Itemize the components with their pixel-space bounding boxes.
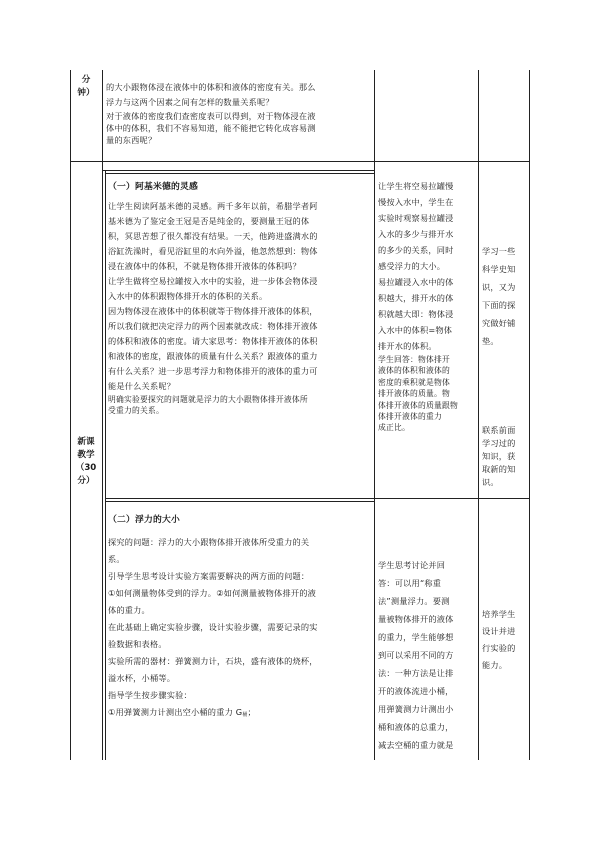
text-line: 体中的体积，我们不容易知道，能不能把它转化成容易测 — [106, 123, 316, 133]
text-line: 取新的知 — [482, 464, 516, 474]
text-line: 法”测量浮力。要测 — [378, 596, 450, 606]
text-line: 有什么关系？进一步思考浮力和物体排开的液体的重力可 — [108, 366, 318, 376]
text-line: 识，又为 — [482, 282, 516, 292]
section-heading: （一）阿基米德的灵感 — [108, 182, 198, 192]
text-line: 的多少的关系，同时 — [378, 245, 454, 255]
col-border-4 — [529, 70, 530, 760]
text-line: 行实验的 — [482, 643, 516, 653]
text-line: 垫。 — [482, 336, 499, 346]
text-line: 因为物体浸在液体中的体积就等于物体排开液体的体积， — [108, 306, 318, 316]
text-line: 系。 — [108, 554, 125, 564]
text-line — [108, 704, 373, 724]
text-line: 溢水杯，小桶等。 — [108, 673, 176, 683]
text-line: 引导学生思考设计实验方案需要解决的两方面的问题： — [108, 571, 310, 581]
text-line: 用弹簧测力计测出小 — [378, 704, 454, 714]
row-border-2c — [374, 498, 530, 499]
row1-label: 分 钟） — [77, 75, 95, 98]
text-line: 液体的体积和液体的 — [378, 366, 450, 376]
text-line: 的重力，学生能够想 — [378, 632, 454, 642]
text-line: 下面的探 — [482, 300, 516, 310]
text-line: 让学生阅读阿基米德的灵感。两千多年以前，希腊学者阿 — [108, 201, 318, 211]
text-line: 识。 — [482, 477, 499, 487]
text-line: 体排开液体的重力 — [378, 412, 442, 422]
text-line: 积，冥思苦想了很久都没有结果。一天，他跨进盛满水的 — [108, 231, 318, 241]
text-line: 入水的多少与排开水 — [378, 229, 454, 239]
text-line: 基米德为了鉴定金王冠是否是纯金的，要测量王冠的体 — [108, 216, 310, 226]
row3-student — [378, 556, 476, 754]
text-line: 体的重力。 — [108, 605, 150, 615]
text-line: 法：一种方法是让排 — [378, 668, 454, 678]
text-line: 浮力与这两个因素之间有怎样的数量关系呢？ — [106, 97, 274, 107]
row3-content — [108, 512, 373, 724]
row2-intent-top — [482, 242, 528, 350]
row-border-1 — [70, 161, 530, 162]
text-line: 对于液体的密度我们查密度表可以得到，对于物体浸在液 — [106, 111, 316, 121]
text-line: 验数据和表格。 — [108, 639, 167, 649]
col-border-1 — [102, 70, 103, 760]
text-line: 的体积和液体的密度。请大家思考：物体排开液体的体积 — [108, 336, 318, 346]
row1-content — [106, 80, 372, 146]
text-line: 排开水的体积。 — [378, 341, 437, 351]
text-line: 联系前面 — [482, 425, 516, 435]
text-line: 学习一些 — [482, 246, 516, 256]
row-border-1c — [105, 173, 374, 174]
text-line: 浴缸洗澡时，看见浴缸里的水向外溢，他忽然想到：物体 — [108, 246, 318, 256]
text-line: 受重力的关系。 — [108, 406, 164, 416]
row-border-1b — [102, 170, 374, 171]
step-end: ； — [247, 707, 256, 717]
row2-student — [378, 178, 476, 434]
text-line: 成正比。 — [378, 423, 410, 433]
col-border-2 — [374, 70, 375, 760]
text-line: 实验所需的器材：弹簧测力计，石块，盛有液体的烧杯， — [108, 656, 318, 666]
row2-content — [108, 180, 373, 417]
text-line: 量的东西呢？ — [106, 135, 157, 145]
row-border-2b — [105, 501, 374, 502]
text-line: 设计并进 — [482, 626, 516, 636]
step-text: ①用弹簧测力计测出空小桶的重力 G — [108, 707, 243, 717]
text-line: 减去空桶的重力就是 — [378, 740, 454, 750]
text-line: 积越大，排开水的体 — [378, 293, 454, 303]
text-line: 能力。 — [482, 660, 508, 670]
text-line: 慢按入水中，学生在 — [378, 197, 454, 207]
text-line: 所以我们就把决定浮力的两个因素就改成：物体排开液体 — [108, 321, 318, 331]
text-line: 培养学生 — [482, 609, 516, 619]
col-border-1b — [105, 170, 106, 760]
text-line: 开的液体流进小桶， — [378, 686, 454, 696]
text-line: 让学生做将空易拉罐按入水中的实验，进一步体会物体浸 — [108, 276, 318, 286]
text-line: 体排开液体的质量跟物 — [378, 400, 458, 410]
row-border-2 — [105, 498, 374, 499]
row2-intent-bottom — [482, 424, 528, 489]
row2-label: 新课 教学 （30 分） — [75, 437, 97, 486]
row3-intent — [482, 606, 528, 674]
col-border-0 — [70, 70, 71, 760]
text-line: 实验时观察易拉罐浸 — [378, 213, 454, 223]
col-border-3 — [478, 70, 479, 760]
text-line: 明确实验要探究的问题就是浮力的大小跟物体排开液体所 — [108, 395, 308, 404]
text-line: 让学生将空易拉罐慢 — [378, 181, 454, 191]
text-line: 究做好铺 — [482, 318, 516, 328]
subscript: 桶 — [242, 712, 248, 718]
text-line: 指导学生按步骤实验： — [108, 690, 192, 700]
text-line: 的大小跟物体浸在液体中的体积和液体的密度有关。那么 — [106, 82, 316, 92]
text-line: 学生思考讨论并回 — [378, 560, 446, 570]
text-line: 浸在液体中的体积，不就是物体排开液体的体积吗？ — [108, 261, 301, 271]
text-line: 排开液体的质量。物 — [378, 389, 450, 399]
text-line: 入水中的体积=物体 — [378, 325, 453, 335]
text-line: 感受浮力的大小。 — [378, 261, 446, 271]
text-line: 学习过的 — [482, 438, 516, 448]
text-line: 知识，获 — [482, 451, 516, 461]
text-line: 答：可以用“称重 — [378, 578, 442, 588]
text-line: 和液体的密度，跟液体的质量有什么关系？跟液体的重力 — [108, 351, 318, 361]
text-line: 入水中的体积跟物体排开水的体积的关系。 — [108, 291, 268, 301]
text-line: 密度的乘积就是物体 — [378, 377, 450, 387]
text-line: 科学史知 — [482, 264, 516, 274]
text-line: 探究的问题：浮力的大小跟物体排开液体所受重力的关 — [108, 537, 310, 547]
text-line: 能是什么关系呢？ — [108, 381, 176, 391]
text-line: ①如何测量物体受到的浮力。②如何测量被物体排开的液 — [108, 588, 316, 598]
text-line: 量被物体排开的液体 — [378, 614, 454, 624]
text-line: 积就越大即：物体浸 — [378, 309, 454, 319]
text-line: 易拉罐浸入水中的体 — [378, 277, 454, 287]
text-line: 在此基础上确定实验步骤，设计实验步骤，需要记录的实 — [108, 622, 318, 632]
section-heading: （二）浮力的大小 — [108, 515, 180, 525]
text-line: 桶和液体的总重力， — [378, 722, 454, 732]
text-line: 到可以采用不同的方 — [378, 650, 454, 660]
text-line: 学生回答：物体排开 — [378, 355, 450, 364]
